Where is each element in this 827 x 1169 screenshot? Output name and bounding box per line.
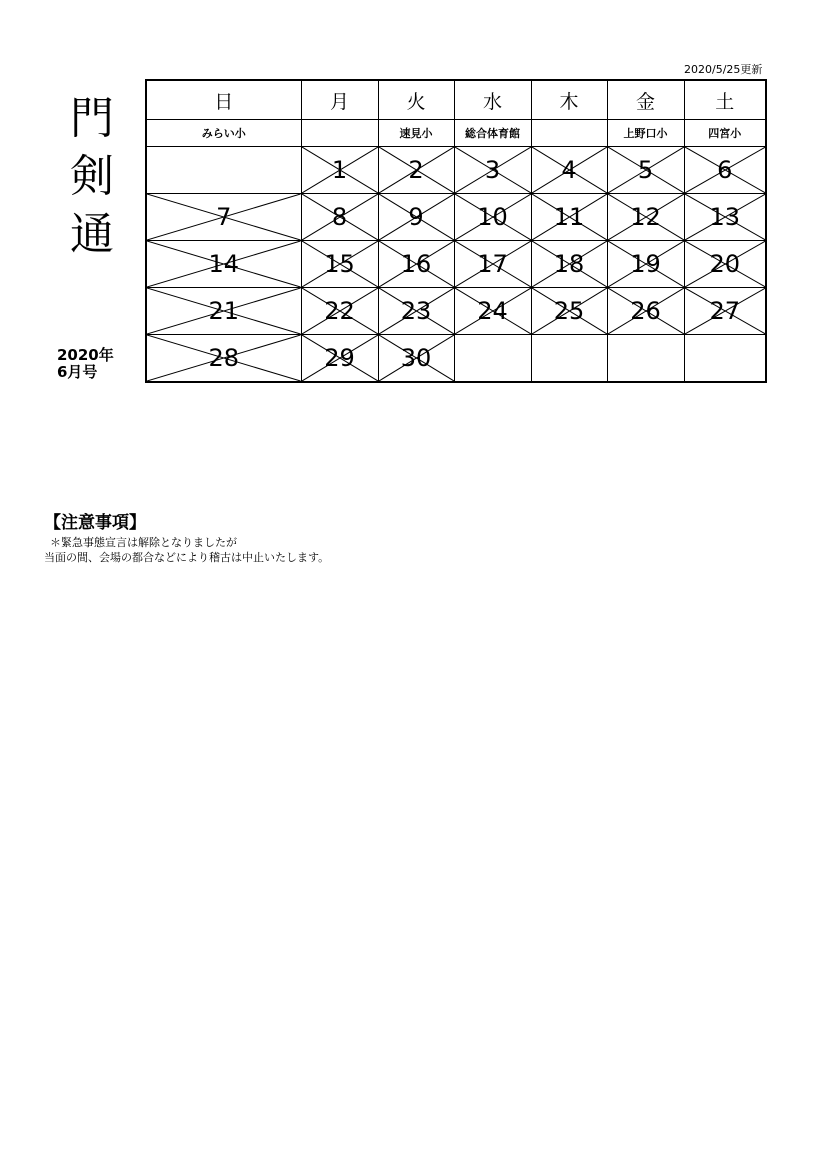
day-cell [301, 288, 378, 335]
notes-line-1: ＊緊急事態宣言は解除となりましたが [50, 536, 237, 549]
day-number: 3 [484, 156, 501, 184]
weekday-header: 火 [378, 80, 454, 120]
notes-line-2: 当面の間、会場の都合などにより稽古は中止いたします。 [44, 551, 330, 564]
issue-month: 6月号 [57, 363, 98, 381]
day-cell [378, 335, 454, 383]
venue-cell: 四宮小 [684, 120, 766, 147]
issue-year: 2020年 [57, 346, 114, 364]
title-char-2: 剣 [70, 151, 114, 202]
weekday-header: 日 [146, 80, 301, 120]
day-cell [454, 335, 531, 383]
day-cell [607, 241, 684, 288]
venue-cell: 上野口小 [607, 120, 684, 147]
day-number: 7 [216, 203, 232, 231]
day-number: 5 [637, 156, 654, 184]
day-number: 25 [553, 297, 585, 325]
venue-cell: 総合体育館 [454, 120, 531, 147]
day-number: 20 [709, 250, 741, 278]
title-char-1: 門 [70, 93, 114, 144]
day-number: 8 [331, 203, 348, 231]
day-number: 11 [553, 203, 585, 231]
week-row [146, 147, 766, 194]
title-char-3: 通 [70, 209, 114, 260]
day-number: 19 [630, 250, 661, 278]
day-cell [607, 335, 684, 383]
venue-cell [301, 120, 378, 147]
day-number: 29 [324, 344, 355, 372]
day-cell [146, 194, 301, 241]
day-cell [454, 194, 531, 241]
day-cell [531, 147, 607, 194]
day-cell [531, 194, 607, 241]
day-number: 30 [400, 344, 432, 372]
day-cell [684, 241, 766, 288]
day-number: 21 [208, 297, 240, 325]
day-number: 12 [630, 203, 661, 231]
day-cell [531, 241, 607, 288]
day-number: 9 [408, 203, 424, 231]
day-cell [301, 335, 378, 383]
day-number: 23 [400, 297, 432, 325]
week-row [146, 335, 766, 383]
day-number: 27 [709, 297, 741, 325]
day-number: 6 [717, 156, 733, 184]
day-number: 18 [553, 250, 585, 278]
weekday-header-row [146, 80, 766, 120]
notes-title: 【注意事項】 [44, 513, 146, 533]
day-cell [454, 147, 531, 194]
day-number: 10 [477, 203, 508, 231]
day-number: 26 [630, 297, 661, 325]
venue-row [146, 120, 766, 147]
day-cell [607, 147, 684, 194]
day-cell [146, 288, 301, 335]
issue-label [57, 347, 114, 381]
day-number: 4 [561, 156, 577, 184]
day-cell [378, 147, 454, 194]
day-number: 24 [477, 297, 508, 325]
day-number: 1 [331, 156, 348, 184]
week-row [146, 241, 766, 288]
calendar-table [145, 79, 767, 383]
day-cell [378, 241, 454, 288]
page-title [62, 90, 122, 264]
weekday-header: 月 [301, 80, 378, 120]
day-cell [684, 335, 766, 383]
weekday-header: 木 [531, 80, 607, 120]
day-number: 16 [400, 250, 432, 278]
day-cell [301, 241, 378, 288]
weekday-header: 金 [607, 80, 684, 120]
day-number: 2 [408, 156, 424, 184]
day-cell [454, 241, 531, 288]
day-cell [684, 288, 766, 335]
venue-cell [531, 120, 607, 147]
weekday-header: 水 [454, 80, 531, 120]
day-cell [531, 288, 607, 335]
day-number: 15 [324, 250, 355, 278]
day-cell [607, 288, 684, 335]
venue-cell: 速見小 [378, 120, 454, 147]
day-cell [146, 241, 301, 288]
week-row [146, 194, 766, 241]
week-row [146, 288, 766, 335]
day-cell [301, 147, 378, 194]
day-cell [531, 335, 607, 383]
day-number: 22 [324, 297, 355, 325]
venue-cell: みらい小 [146, 120, 301, 147]
day-cell [607, 194, 684, 241]
updated-date: 2020/5/25更新 [684, 63, 763, 76]
day-cell [378, 288, 454, 335]
day-number: 14 [208, 250, 240, 278]
day-cell [146, 147, 301, 194]
day-number: 28 [208, 344, 240, 372]
day-number: 17 [477, 250, 508, 278]
day-number: 13 [709, 203, 741, 231]
day-cell [454, 288, 531, 335]
day-cell [684, 147, 766, 194]
day-cell [378, 194, 454, 241]
day-cell [684, 194, 766, 241]
day-cell [301, 194, 378, 241]
weekday-header: 土 [684, 80, 766, 120]
day-cell [146, 335, 301, 383]
